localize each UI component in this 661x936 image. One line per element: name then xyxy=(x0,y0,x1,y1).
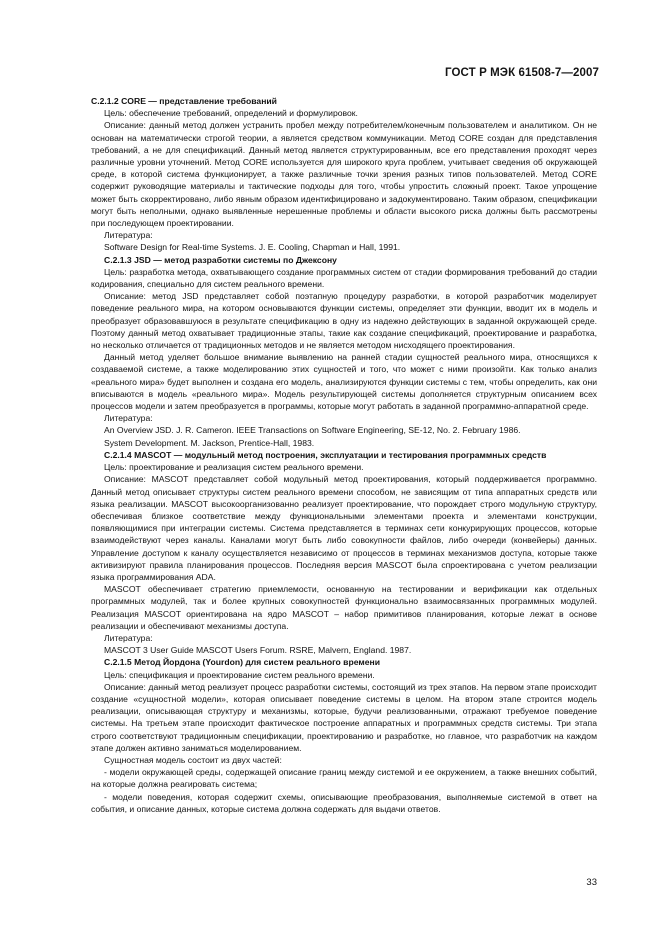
jsd-goal: Цель: разработка метода, охватывающего создание программных систем от стадии формирования требований до стадии кодирования, специально для систем реального времени. xyxy=(91,266,597,290)
core-literature-item: Software Design for Real-time Systems. J. E. Cooling, Chapman и Hall, 1991. xyxy=(104,242,401,253)
mascot-description-1: Описание: MASCOT представляет собой модульный метод проектирования, который поддерживается программно. Данный метод описывает структуры систем реального времени способом, не зависящим от типа аппаратных средств или языка реализации. MASCOT высокоорганизованно реализует проектирование, что порождает строго модульную структуру, обеспечивая близкое соответствие между функциональными элементами проекта и элементами конструкции, появляющимися при интеграции системы. Система представляется в терминах сети конкурирующих процессов, которые взаимодействуют через каналы. Каналами могут быть либо совокупности файлов, либо очереди (конвейеры) данных. Управление доступом к каналу осуществляется независимо от процессов в терминах механизмов доступа, которые также активизируют правила планирования процессов. Последняя версия MASCOT была спроектирована с учетом реализации языка программирования ADA. xyxy=(91,474,597,582)
page-number: 33 xyxy=(586,877,597,888)
yourdon-model-part: - модели поведения, которая содержит схемы, описывающие преобразования, выполняемые системой в ответ на события, и описание данных, которые система должна содержать для выдачи ответов. xyxy=(91,791,597,814)
mascot-literature-label: Литература: xyxy=(104,632,153,643)
yourdon-goal: Цель: спецификация и проектирование систем реального времени. xyxy=(104,669,375,680)
page-content xyxy=(91,95,597,815)
core-description: Описание: данный метод должен устранить пробел между потребителем/конечным пользователем и аналитиком. Он не основан на математически строгой теории, а является средством коммуникации. Метод CORE создан для представления требований, а не для спецификаций. Данный метод является структурированным, все его представления проходят через различные уровни уточнений. Метод CORE используется для широкого круга проблем, учитывает сведения об окружающей среде, в которой система функционирует, а также различные точки зрения разных типов пользователей. Метод CORE содержит руководящие материалы и тактические подходы для того, чтобы упростить сложный проект. Такое упрощение может быть скорректировано, либо явным образом идентифицировано и задокументировано. Таким образом, спецификации могут быть неполными, однако выявленные нерешенные проблемы и области высокого риска должны быть рассмотрены при последующем проектировании. xyxy=(91,120,597,229)
yourdon-model-part: - модели окружающей среды, содержащей описание границ между системой и ее окружением, а также внешних событий, на которые должна реагировать система; xyxy=(91,767,597,790)
jsd-description-2: Данный метод уделяет большое внимание выявлению на ранней стадии сущностей реального мира, относящихся к создаваемой системе, а также моделированию этих сущностей и того, что может с ними произойти. Как только анализ «реального мира» будет выполнен и создана его модель, анализируются функции системы с тем, чтобы определить, как они вписываются в модель «реального мира». Модель результирующей системы дополняется структурным описанием всех процессов модели и затем преобразуется в программы, которые могут работать в заданной программно-аппаратной среде. xyxy=(91,352,597,412)
section-heading-mascot: С.2.1.4 MASCOT — модульный метод построения, эксплуатации и тестирования программных средств xyxy=(104,449,547,460)
mascot-literature-item: MASCOT 3 User Guide MASCOT Users Forum. RSRE, Malvern, England. 1987. xyxy=(104,645,412,656)
jsd-description-1: Описание: метод JSD представляет собой поэтапную процедуру разработки, в которой разработчик моделирует поведение реального мира, на котором основываются функции системы, определяет эти функции, вводит их в модель и преобразует образовавшуюся в результате спецификацию в одну из надежно действующих в заданной окружающей среде. Поэтому данный метод охватывает традиционные этапы, такие как создание спецификаций, проектирование и разработка, но несколько отличается от традиционных методов и не является методом нисходящего проектирования. xyxy=(91,291,597,351)
core-literature-label: Литература: xyxy=(104,230,153,241)
document-header: ГОСТ Р МЭК 61508-7—2007 xyxy=(445,67,599,79)
section-heading-core: С.2.1.2 CORE — представление требований xyxy=(91,96,277,106)
jsd-literature-item: An Overview JSD. J. R. Cameron. IEEE Transactions on Software Engineering, SE-12, No. 2. February 1986. xyxy=(104,425,521,436)
mascot-goal: Цель: проектирование и реализация систем реального времени. xyxy=(104,462,364,473)
jsd-literature-label: Литература: xyxy=(104,413,153,424)
section-heading-jsd: С.2.1.3 JSD — метод разработки системы по Джексону xyxy=(104,254,337,265)
core-goal: Цель: обеспечение требований, определений и формулировок. xyxy=(104,108,358,119)
mascot-description-2: MASCOT обеспечивает стратегию приемлемости, основанную на тестировании и верификации как отдельных программных модулей, так и более крупных совокупностей функционально взаимосвязанных программных модулей. Реализация MASCOT ориентирована на ядро MASCOT – набор примитивов планирования, которые лежат в основе реализации и обеспечивают механизмы доступа. xyxy=(91,584,597,631)
yourdon-model-intro: Сущностная модель состоит из двух частей: xyxy=(104,754,282,765)
jsd-literature-item: System Development. M. Jackson, Prentice-Hall, 1983. xyxy=(104,437,315,448)
section-heading-yourdon: С.2.1.5 Метод Йордона (Yourdon) для систем реального времени xyxy=(104,657,380,668)
yourdon-description: Описание: данный метод реализует процесс разработки системы, состоящий из трех этапов. На первом этапе происходит создание «сущностной модели», которая описывает поведение системы в целом. На втором этапе строится модель реализации, описывающая структуру и механизмы, которые, будучи реализованными, отражают требуемое поведение системы. На третьем этапе происходит фактическое построение аппаратных и программных средств системы. Три этапа строго соответствуют традиционным спецификации, проектированию и разработке, но главное, что разработчик на каждом этапе должен активно заниматься моделированием. xyxy=(91,681,597,753)
